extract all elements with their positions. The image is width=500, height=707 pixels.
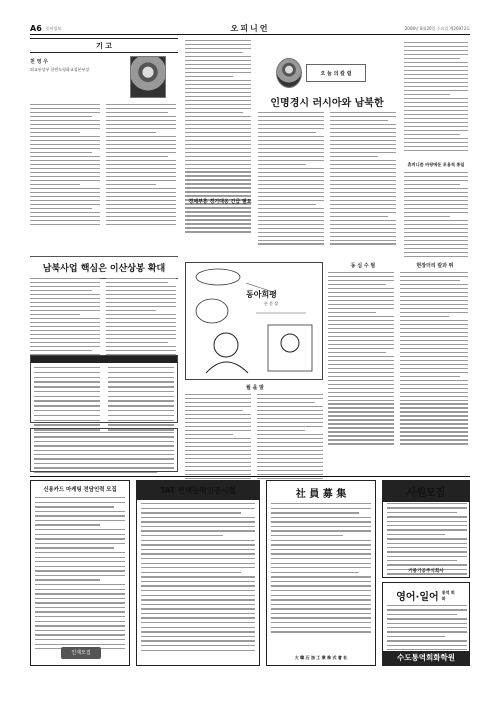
essay-title: 동 심 수 필	[350, 263, 376, 269]
ad-interpreter-school	[382, 582, 470, 666]
column-headline: 인명경시 러시아와 남북한	[270, 98, 384, 109]
ad-tat-headline: TAT 번역능력인증시험	[137, 481, 259, 500]
side-headline: 휴머니즘 바탕에둔 포용적 통일	[407, 162, 465, 167]
column-headline: 남북사업 핵심은 이산상봉 확대	[30, 256, 178, 279]
column-tag: 기 고	[96, 40, 112, 50]
author-name: 천 영 우	[30, 59, 48, 65]
info-box	[30, 355, 178, 423]
ad-card-recruit	[30, 480, 130, 666]
essay-title-2: 현장더리 칼과 뛰	[416, 263, 454, 269]
ad-oil-company: 大 韓 石 油 工 業 株 式 會 社	[294, 655, 348, 660]
ad-staff-company: 거룡기공주식회사	[408, 569, 444, 574]
essay-block	[328, 262, 470, 472]
ad-oil-recruit	[266, 480, 376, 666]
page-number: A6	[30, 24, 42, 33]
lower-column-title: 월 을 말	[246, 385, 264, 391]
notice-box	[30, 428, 178, 472]
ad-school-name: 수도통역회화학원	[383, 651, 469, 665]
ad-staff-recruit	[382, 480, 470, 578]
contribution-column	[30, 38, 178, 358]
page-header	[30, 23, 470, 35]
section-title: 오피니언	[230, 23, 270, 33]
ad-school-sub: 통역 회화	[441, 589, 455, 601]
ad-tat-exam	[136, 480, 260, 666]
opinion-column	[258, 40, 470, 260]
ad-school-headline: 영어·일어	[396, 592, 439, 603]
cartoon-artist: 손 문 상	[264, 301, 279, 306]
column-tag: 오 늘 의 칼 럼	[320, 70, 352, 77]
newspaper-name: 동아일보	[46, 26, 62, 31]
cartoon-title: 동아희평	[246, 289, 277, 299]
ad-oil-headline: 社 員 募 集	[295, 489, 347, 500]
cartoon-panel	[185, 262, 323, 380]
ad-card-headline: 신용카드 마케팅 전담인력 모집	[43, 487, 117, 493]
author-affiliation: 외교통상부 한반도평화교섭본부장	[30, 67, 90, 72]
dateline: 2008년 8월20일 수요일 제26973호	[404, 26, 470, 31]
author-photo	[130, 56, 166, 98]
columnist-photo	[276, 58, 302, 88]
ad-staff-headline: 사원모집	[383, 481, 469, 502]
cartoon-drawing	[186, 263, 322, 379]
sub-headline: 경제부흥 경기대응 긴급 필요	[188, 199, 252, 205]
ad-card-footer: 인재모집	[61, 647, 101, 659]
lower-column	[185, 384, 325, 472]
